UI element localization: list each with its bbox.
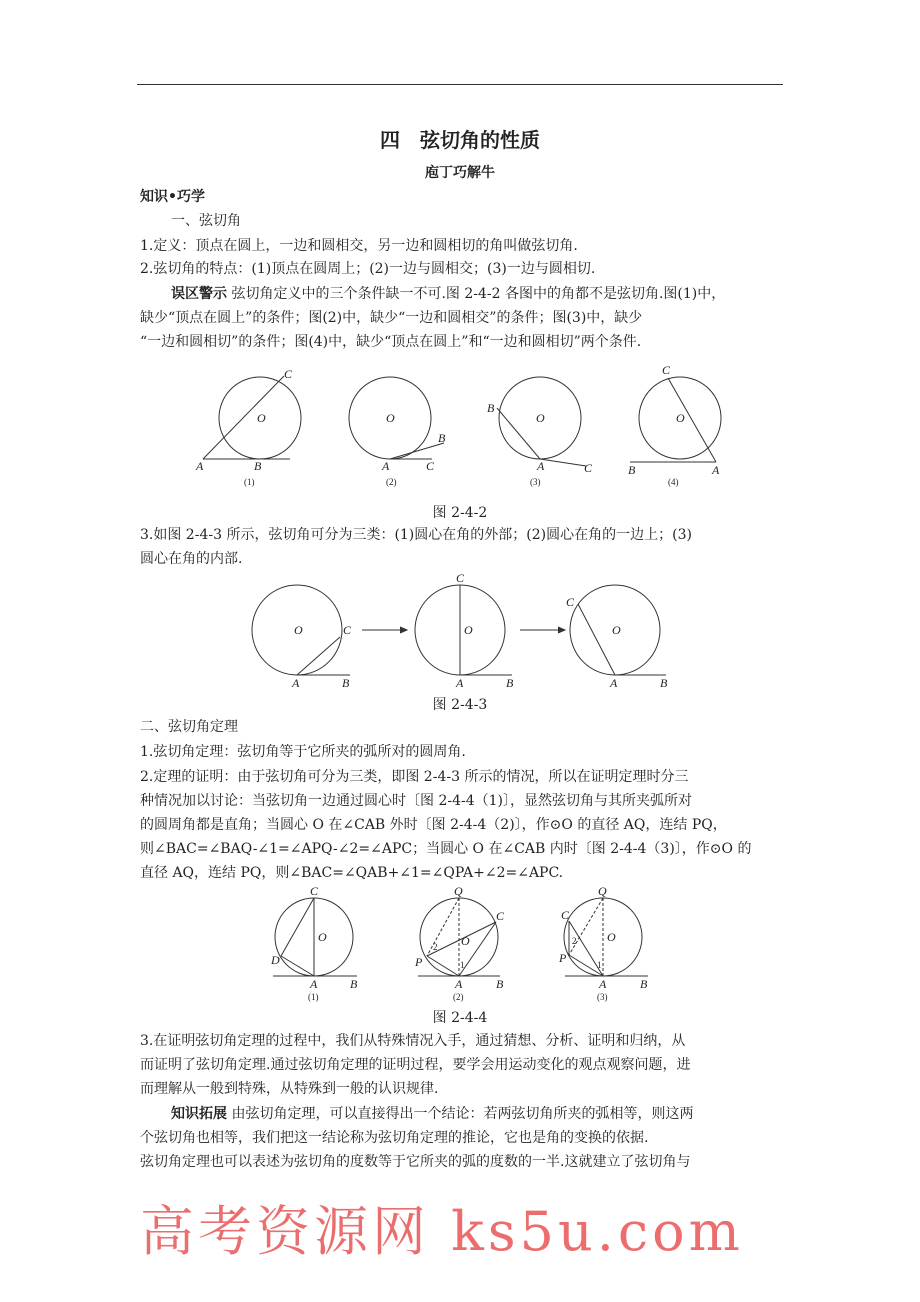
- paragraph: 2.弦切角的特点：(1)顶点在圆周上；(2)一边与圆相交；(3)一边与圆相切.: [140, 261, 596, 277]
- svg-text:1: 1: [597, 960, 602, 970]
- svg-text:B: B: [660, 676, 668, 690]
- svg-text:(4): (4): [668, 477, 679, 487]
- paragraph: 而证明了弦切角定理.通过弦切角定理的证明过程，要学会用运动变化的观点观察问题，进: [140, 1057, 691, 1073]
- svg-text:C: C: [584, 461, 593, 475]
- paragraph: 缺少“顶点在圆上”的条件；图(2)中，缺少“一边和圆相交”的条件；图(3)中，缺少: [140, 310, 643, 326]
- svg-text:(2): (2): [386, 477, 397, 487]
- paragraph: 直径 AQ，连结 PQ，则∠BAC=∠QAB+∠1=∠QPA+∠2=∠APC.: [140, 865, 564, 881]
- svg-text:O: O: [461, 934, 470, 948]
- figure-2-4-2-2: [349, 377, 446, 487]
- svg-text:B: B: [640, 977, 648, 991]
- svg-text:D: D: [271, 953, 280, 967]
- paragraph: 1.定义：顶点在圆上，一边和圆相交，另一边和圆相切的角叫做弦切角.: [140, 238, 578, 254]
- svg-text:B: B: [487, 401, 495, 415]
- svg-text:A: A: [610, 676, 618, 690]
- figure-2-4-4-2: [414, 884, 505, 1002]
- header-rule: [137, 84, 783, 85]
- svg-text:Q: Q: [454, 884, 463, 898]
- paragraph: 误区警示 弦切角定义中的三个条件缺一不可.图 2-4-2 各图中的角都不是弦切角.图(1)中，: [171, 286, 726, 302]
- figure-2-4-4-1: [270, 884, 358, 1002]
- svg-text:B: B: [628, 463, 636, 477]
- heading-2: 二、弦切角定理: [140, 719, 238, 735]
- svg-text:B: B: [350, 977, 358, 991]
- svg-text:C: C: [310, 884, 319, 898]
- heading-knowledge: 知识•巧学: [140, 189, 205, 205]
- svg-text:A: A: [712, 463, 720, 477]
- svg-text:O: O: [676, 411, 685, 425]
- watermark: 高考资源网 ks5u.com: [140, 1200, 744, 1263]
- svg-text:B: B: [506, 676, 514, 690]
- figure-2-4-2-1: [195, 367, 301, 487]
- heading-1: 一、弦切角: [171, 213, 241, 229]
- svg-text:C: C: [284, 367, 293, 381]
- svg-text:A: A: [455, 977, 463, 991]
- svg-text:A: A: [599, 977, 607, 991]
- paragraph: 个弦切角也相等，我们把这一结论称为弦切角定理的推论，它也是角的变换的依据.: [140, 1130, 649, 1146]
- paragraph: 的圆周角都是直角；当圆心 O 在∠CAB 外时〔图 2-4-4（2)〕，作⊙O 的直径 AQ，连结 PQ，: [140, 817, 727, 833]
- paragraph: 3.在证明弦切角定理的过程中，我们从特殊情况入手，通过猜想、分析、证明和归纳，从: [140, 1033, 686, 1049]
- svg-text:2: 2: [433, 942, 438, 952]
- svg-text:C: C: [561, 908, 570, 922]
- svg-text:C: C: [496, 909, 505, 923]
- page-title: 四 弦切角的性质: [380, 128, 540, 152]
- svg-text:2: 2: [572, 936, 577, 946]
- section-subtitle: 庖丁巧解牛: [425, 165, 495, 181]
- svg-text:Q: Q: [598, 884, 607, 898]
- paragraph: 则∠BAC=∠BAQ-∠1=∠APQ-∠2=∠APC；当圆心 O 在∠CAB 内时〔图 2-4-4（3)〕，作⊙O 的: [140, 841, 752, 857]
- paragraph: 知识拓展 由弦切角定理，可以直接得出一个结论：若两弦切角所夹的弧相等，则这两: [171, 1106, 694, 1122]
- svg-text:A: A: [292, 676, 300, 690]
- svg-text:O: O: [386, 411, 395, 425]
- svg-text:(1): (1): [308, 992, 319, 1002]
- figure-caption: 图 2-4-2: [432, 505, 488, 521]
- svg-text:O: O: [294, 623, 303, 637]
- svg-text:C: C: [456, 571, 465, 585]
- svg-text:P: P: [559, 951, 567, 965]
- paragraph: “一边和圆相切”的条件；图(4)中，缺少“顶点在圆上”和“一边和圆相切”两个条件.: [140, 334, 642, 350]
- svg-text:1: 1: [460, 960, 465, 970]
- figure-2-4-2-4: [628, 363, 721, 487]
- svg-text:O: O: [607, 930, 616, 944]
- paragraph: 圆心在角的内部.: [140, 551, 243, 567]
- figure-caption: 图 2-4-3: [432, 697, 488, 713]
- paragraph: 3.如图 2-4-3 所示，弦切角可分为三类：(1)圆心在角的外部；(2)圆心在角的一边上；(3): [140, 527, 692, 543]
- svg-text:B: B: [342, 676, 350, 690]
- svg-text:(3): (3): [597, 992, 608, 1002]
- svg-text:O: O: [464, 623, 473, 637]
- figure-caption: 图 2-4-4: [432, 1010, 488, 1026]
- svg-text:O: O: [612, 623, 621, 637]
- svg-text:C: C: [662, 363, 671, 377]
- svg-text:A: A: [456, 676, 464, 690]
- paragraph: 而理解从一般到特殊，从特殊到一般的认识规律.: [140, 1081, 439, 1097]
- svg-text:C: C: [426, 459, 435, 473]
- svg-text:B: B: [496, 977, 504, 991]
- svg-text:B: B: [438, 431, 446, 445]
- svg-text:C: C: [566, 595, 575, 609]
- svg-text:A: A: [196, 459, 204, 473]
- svg-text:A: A: [537, 459, 545, 473]
- svg-text:P: P: [415, 955, 423, 969]
- figure-2-4-4-3: [558, 884, 648, 1002]
- svg-text:(2): (2): [453, 992, 464, 1002]
- svg-text:A: A: [382, 459, 390, 473]
- svg-text:O: O: [318, 930, 327, 944]
- svg-text:C: C: [343, 623, 352, 637]
- svg-text:O: O: [257, 411, 266, 425]
- svg-text:(1): (1): [244, 477, 255, 487]
- figure-2-4-2-3: [487, 377, 593, 487]
- paragraph: 2.定理的证明：由于弦切角可分为三类，即图 2-4-3 所示的情况，所以在证明定理时分三: [140, 769, 689, 785]
- paragraph: 种情况加以讨论：当弦切角一边通过圆心时〔图 2-4-4（1)〕，显然弦切角与其所夹弧所对: [140, 793, 692, 809]
- svg-text:A: A: [310, 977, 318, 991]
- svg-text:B: B: [254, 459, 262, 473]
- paragraph: 弦切角定理也可以表述为弦切角的度数等于它所夹的弧的度数的一半.这就建立了弦切角与: [140, 1154, 691, 1170]
- svg-text:O: O: [536, 411, 545, 425]
- figure-2-4-3: [252, 571, 668, 690]
- svg-text:(3): (3): [530, 477, 541, 487]
- paragraph: 1.弦切角定理：弦切角等于它所夹的弧所对的圆周角.: [140, 744, 466, 760]
